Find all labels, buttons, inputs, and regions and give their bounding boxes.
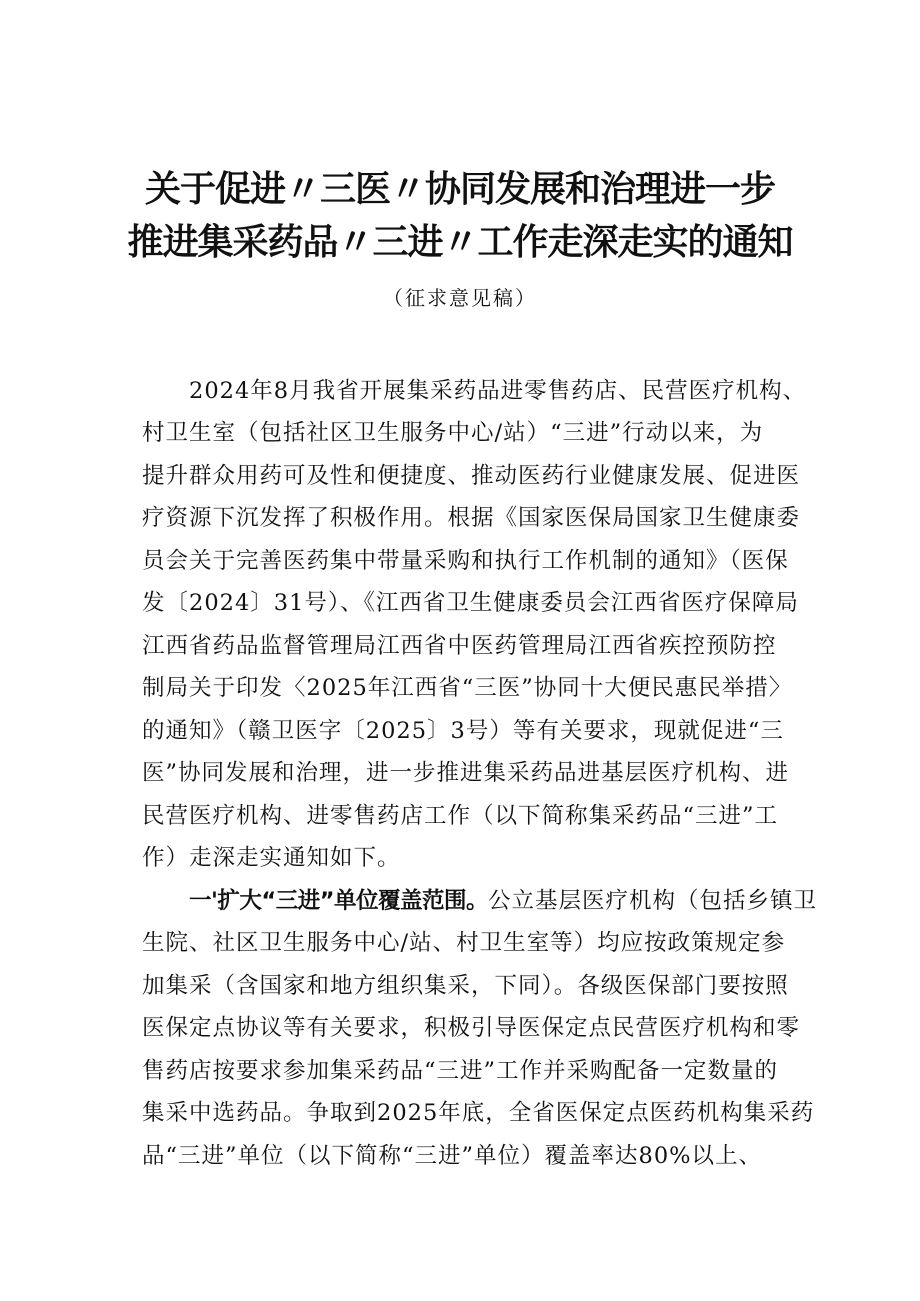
document-title-line-2: 推进集采药品〃三进〃工作走深走实的通知 — [127, 222, 793, 263]
paragraph-line: 加集采（含国家和地方组织集采，下同）。各级医保部门要按照 — [142, 973, 789, 999]
paragraph-line: 民营医疗机构、进零售药店工作（以下简称集采药品“三进”工 — [142, 803, 779, 829]
paragraph-line: 品“三进”单位（以下简称“三进”单位）覆盖率达80%以上、 — [142, 1143, 763, 1169]
paragraph-line: 村卫生室（包括社区卫生服务中心/站）“三进”行动以来，为 — [142, 420, 764, 446]
paragraph-line: 疗资源下沉发挥了积极作用。根据《国家医保局国家卫生健康委 — [142, 505, 801, 531]
section-1-first-line-text: 公立基层医疗机构（包括乡镇卫 — [487, 888, 817, 914]
paragraph-line: 发〔2024〕31号）、《江西省卫生健康委员会江西省医疗保障局 — [142, 590, 799, 616]
paragraph-line: 生院、社区卫生服务中心/站、村卫生室等）均应按政策规定参 — [142, 930, 786, 956]
paragraph-line: 提升群众用药可及性和便捷度、推动医药行业健康发展、促进医 — [142, 463, 801, 489]
document-subtitle: （征求意见稿） — [383, 286, 537, 310]
paragraph-line: 制局关于印发〈2025年江西省“三医”协同十大便民惠民举措〉 — [142, 675, 793, 701]
paragraph-line: 作）走深走实通知如下。 — [142, 845, 401, 871]
section-1-first-line — [142, 886, 817, 916]
paragraph-line: 2024年8月我省开展集采药品进零售药店、民营医疗机构、 — [142, 378, 807, 404]
paragraph-line: 医保定点协议等有关要求，积极引导医保定点民营医疗机构和零 — [142, 1015, 801, 1041]
paragraph-line: 售药店按要求参加集采药品“三进”工作并采购配备一定数量的 — [142, 1058, 779, 1084]
paragraph-line: 集采中选药品。争取到2025年底，全省医保定点医药机构集采药 — [142, 1100, 815, 1126]
section-1-heading: 一'扩大“三进”单位覆盖范围。 — [189, 888, 488, 914]
paragraph-line: 的通知》（赣卫医字〔2025〕3号）等有关要求，现就促进“三 — [142, 718, 784, 744]
paragraph-line: 医”协同发展和治理，进一步推进集采药品进基层医疗机构、进 — [142, 760, 790, 786]
document-title-line-1: 关于促进〃三医〃协同发展和治理进一步 — [144, 169, 775, 210]
paragraph-line: 江西省药品监督管理局江西省中医药管理局江西省疾控预防控 — [142, 633, 777, 659]
paragraph-line: 员会关于完善医药集中带量采购和执行工作机制的通知》（医保 — [142, 548, 789, 574]
